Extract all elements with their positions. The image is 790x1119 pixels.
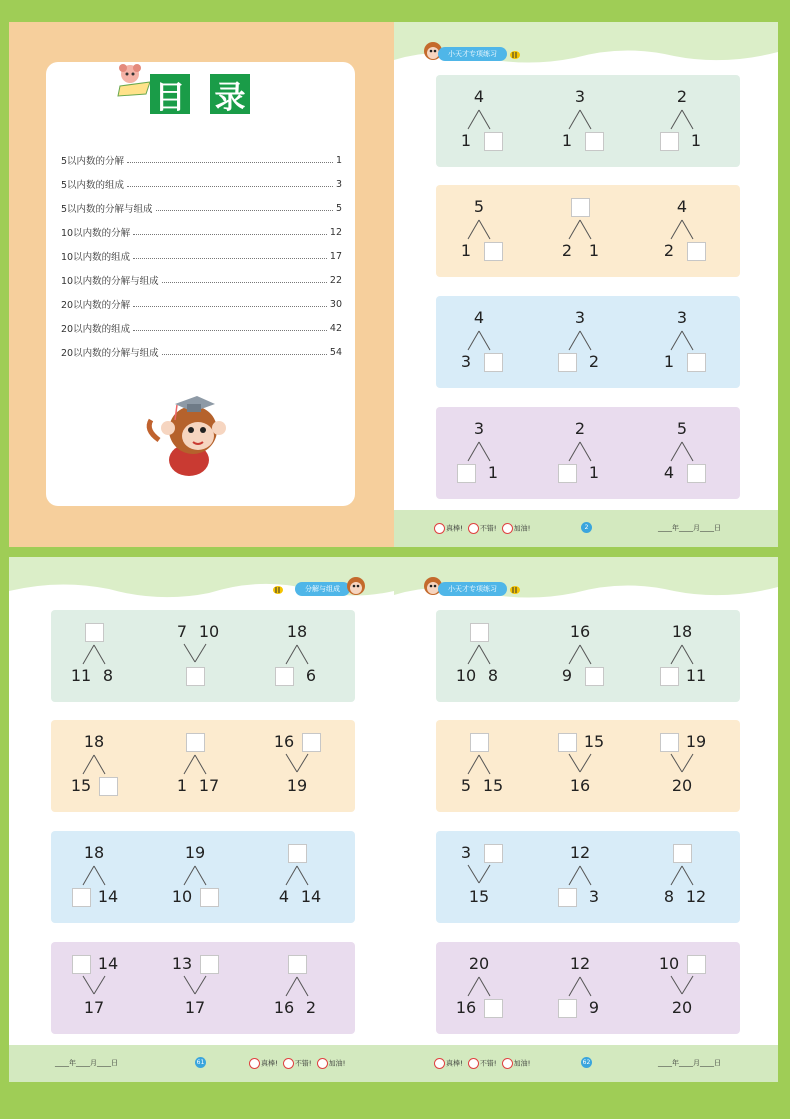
number-value: 3 xyxy=(574,308,586,327)
toc-leader-dots xyxy=(133,306,327,307)
number-value: 18 xyxy=(671,622,693,641)
number-value: 19 xyxy=(286,776,308,795)
toc-entry-label: 10以内数的分解 xyxy=(61,228,131,239)
smiley-icon xyxy=(249,1058,260,1069)
number-value: 10 xyxy=(455,666,477,685)
number-value: 3 xyxy=(473,419,485,438)
number-value: 18 xyxy=(83,732,105,751)
toc-entry-page: 5 xyxy=(335,202,342,214)
answer-box[interactable] xyxy=(585,132,604,151)
number-value: 7 xyxy=(176,622,188,641)
number-value: 12 xyxy=(569,954,591,973)
praise-try[interactable]: 加油! xyxy=(317,1058,346,1069)
answer-box[interactable] xyxy=(673,844,692,863)
answer-box[interactable] xyxy=(558,733,577,752)
number-value: 18 xyxy=(83,843,105,862)
smiley-icon xyxy=(434,523,445,534)
decomposition-problem xyxy=(545,296,615,388)
number-value: 10 xyxy=(171,887,193,906)
number-value: 8 xyxy=(663,887,675,906)
toc-entry-page: 17 xyxy=(329,250,342,262)
number-value: 20 xyxy=(468,954,490,973)
decomposition-problem xyxy=(444,610,514,702)
answer-box[interactable] xyxy=(200,888,219,907)
toc-entry[interactable] xyxy=(61,268,342,292)
toc-entry-label: 20以内数的分解 xyxy=(61,300,131,311)
answer-box[interactable] xyxy=(660,667,679,686)
toc-entry-label: 5以内数的组成 xyxy=(61,180,125,191)
decomposition-problem xyxy=(262,942,332,1034)
exercise-card xyxy=(436,185,740,277)
page-number: 2 xyxy=(581,522,592,533)
toc-entry[interactable] xyxy=(61,148,342,172)
toc-entry[interactable] xyxy=(61,316,342,340)
toc-entry[interactable] xyxy=(61,292,342,316)
toc-entry-label: 5以内数的分解与组成 xyxy=(61,204,153,215)
decomposition-problem xyxy=(262,831,332,923)
number-value: 12 xyxy=(569,843,591,862)
decomposition-problem xyxy=(545,75,615,167)
praise-try[interactable]: 加油! xyxy=(502,1058,531,1069)
decomposition-problem xyxy=(647,296,717,388)
number-value: 1 xyxy=(487,463,499,482)
number-value: 1 xyxy=(588,463,600,482)
number-value: 3 xyxy=(460,843,472,862)
answer-box[interactable] xyxy=(558,353,577,372)
decomposition-problem xyxy=(545,942,615,1034)
decomposition-problem xyxy=(160,720,230,812)
number-value: 6 xyxy=(305,666,317,685)
smiley-icon xyxy=(317,1058,328,1069)
number-value: 3 xyxy=(676,308,688,327)
number-value: 1 xyxy=(561,131,573,150)
decomposition-problem xyxy=(647,610,717,702)
decomposition-problem xyxy=(262,610,332,702)
series-banner: 小天才专项练习 xyxy=(438,582,507,596)
page-number: 61 xyxy=(196,1059,205,1066)
praise-good[interactable]: 真棒! xyxy=(434,1058,463,1069)
number-value: 14 xyxy=(97,887,119,906)
answer-box[interactable] xyxy=(558,888,577,907)
toc-entry-label: 20以内数的组成 xyxy=(61,324,131,335)
composition-problem xyxy=(160,942,230,1034)
toc-entry-page: 54 xyxy=(329,346,342,358)
graduate-monkey-icon xyxy=(141,390,241,480)
answer-box[interactable] xyxy=(72,888,91,907)
toc-entry[interactable] xyxy=(61,172,342,196)
smiley-icon xyxy=(283,1058,294,1069)
toc-entry-page: 30 xyxy=(329,298,342,310)
exercise-card xyxy=(51,831,355,923)
number-value: 19 xyxy=(184,843,206,862)
toc-entry[interactable] xyxy=(61,244,342,268)
toc-card xyxy=(46,62,355,506)
number-value: 15 xyxy=(482,776,504,795)
exercise-card xyxy=(51,942,355,1034)
composition-problem xyxy=(160,610,230,702)
answer-box[interactable] xyxy=(275,667,294,686)
answer-box[interactable] xyxy=(571,198,590,217)
number-value: 10 xyxy=(198,622,220,641)
number-value: 2 xyxy=(676,87,688,106)
number-value: 16 xyxy=(569,776,591,795)
number-value: 17 xyxy=(83,998,105,1017)
answer-box[interactable] xyxy=(558,464,577,483)
composition-problem xyxy=(647,942,717,1034)
exercise-card xyxy=(436,831,740,923)
number-value: 15 xyxy=(583,732,605,751)
decomposition-problem xyxy=(647,75,717,167)
toc-leader-dots xyxy=(133,234,327,235)
number-value: 14 xyxy=(300,887,322,906)
toc-leader-dots xyxy=(127,186,333,187)
number-value: 1 xyxy=(460,241,472,260)
smiley-icon xyxy=(502,523,513,534)
number-value: 3 xyxy=(460,352,472,371)
page-header xyxy=(394,557,778,607)
decomposition-problem xyxy=(444,407,514,499)
number-value: 4 xyxy=(473,308,485,327)
toc-leader-dots xyxy=(133,258,327,259)
answer-box[interactable] xyxy=(484,132,503,151)
number-value: 5 xyxy=(460,776,472,795)
toc-page xyxy=(9,22,394,547)
date-field[interactable]: ____年____月____日 xyxy=(55,1059,118,1067)
decomposition-problem xyxy=(545,185,615,277)
toc-title-char: 目 xyxy=(150,74,190,114)
number-value: 1 xyxy=(690,131,702,150)
decomposition-problem xyxy=(444,720,514,812)
toc-entry-label: 10以内数的分解与组成 xyxy=(61,276,159,287)
number-value: 20 xyxy=(671,998,693,1017)
composition-problem xyxy=(647,720,717,812)
page-footer xyxy=(9,1045,394,1082)
number-value: 3 xyxy=(588,887,600,906)
toc-leader-dots xyxy=(133,330,327,331)
decomposition-problem xyxy=(647,831,717,923)
toc-entry-page: 3 xyxy=(335,178,342,190)
answer-box[interactable] xyxy=(99,777,118,796)
number-value: 5 xyxy=(676,419,688,438)
decomposition-problem xyxy=(59,720,129,812)
toc-entry-page: 42 xyxy=(329,322,342,334)
answer-box[interactable] xyxy=(687,464,706,483)
toc-entry[interactable] xyxy=(61,340,342,364)
page-footer xyxy=(394,1045,778,1082)
number-value: 16 xyxy=(455,998,477,1017)
answer-box[interactable] xyxy=(288,844,307,863)
toc-entry[interactable] xyxy=(61,196,342,220)
number-value: 11 xyxy=(685,666,707,685)
toc-title xyxy=(150,74,250,114)
page-header xyxy=(394,22,778,72)
number-value: 14 xyxy=(97,954,119,973)
answer-box[interactable] xyxy=(484,999,503,1018)
number-value: 13 xyxy=(171,954,193,973)
answer-box[interactable] xyxy=(585,667,604,686)
decomposition-problem xyxy=(160,831,230,923)
monkey-mascot-icon xyxy=(345,575,367,597)
number-value: 17 xyxy=(184,998,206,1017)
number-value: 2 xyxy=(663,241,675,260)
number-value: 19 xyxy=(685,732,707,751)
worksheet-page-61 xyxy=(9,557,394,1082)
decomposition-problem xyxy=(444,75,514,167)
toc-list xyxy=(61,148,342,364)
number-value: 16 xyxy=(569,622,591,641)
number-value: 1 xyxy=(460,131,472,150)
toc-entry-page: 12 xyxy=(329,226,342,238)
praise-good[interactable]: 真棒! xyxy=(249,1058,278,1069)
praise-row xyxy=(434,523,530,534)
smiley-icon xyxy=(468,1058,479,1069)
number-value: 16 xyxy=(273,998,295,1017)
number-value: 1 xyxy=(176,776,188,795)
number-value: 15 xyxy=(70,776,92,795)
answer-box[interactable] xyxy=(687,353,706,372)
date-field[interactable]: ____年____月____日 xyxy=(658,1059,721,1067)
decomposition-problem xyxy=(444,185,514,277)
praise-row xyxy=(434,1058,530,1069)
composition-problem xyxy=(59,942,129,1034)
smiley-icon xyxy=(502,1058,513,1069)
number-value: 4 xyxy=(663,463,675,482)
toc-entry-label: 10以内数的组成 xyxy=(61,252,131,263)
toc-entry-page: 22 xyxy=(329,274,342,286)
answer-box[interactable] xyxy=(484,844,503,863)
number-value: 9 xyxy=(561,666,573,685)
answer-box[interactable] xyxy=(687,242,706,261)
answer-box[interactable] xyxy=(484,242,503,261)
decomposition-problem xyxy=(545,407,615,499)
exercise-card xyxy=(436,942,740,1034)
praise-good[interactable]: 真棒! xyxy=(434,523,463,534)
number-value: 15 xyxy=(468,887,490,906)
exercise-card xyxy=(436,720,740,812)
number-value: 17 xyxy=(198,776,220,795)
answer-box[interactable] xyxy=(484,353,503,372)
toc-leader-dots xyxy=(156,210,333,211)
exercise-card xyxy=(51,610,355,702)
decomposition-problem xyxy=(647,407,717,499)
toc-entry-label: 5以内数的分解 xyxy=(61,156,125,167)
number-value: 4 xyxy=(278,887,290,906)
number-value: 8 xyxy=(102,666,114,685)
answer-box[interactable] xyxy=(85,623,104,642)
toc-entry[interactable] xyxy=(61,220,342,244)
page-header xyxy=(9,557,394,607)
number-value: 3 xyxy=(574,87,586,106)
worksheet-page-62 xyxy=(394,557,778,1082)
composition-problem xyxy=(444,831,514,923)
answer-box[interactable] xyxy=(687,955,706,974)
smiley-icon xyxy=(434,1058,445,1069)
number-value: 8 xyxy=(487,666,499,685)
praise-ok[interactable]: 不错! xyxy=(468,1058,497,1069)
exercise-card xyxy=(436,407,740,499)
answer-box[interactable] xyxy=(457,464,476,483)
topic-banner: 分解与组成 xyxy=(295,582,350,596)
number-value: 4 xyxy=(473,87,485,106)
number-value: 18 xyxy=(286,622,308,641)
toc-entry-page: 1 xyxy=(335,154,342,166)
decomposition-problem xyxy=(444,942,514,1034)
page-footer xyxy=(394,510,778,547)
number-value: 10 xyxy=(658,954,680,973)
number-value: 11 xyxy=(70,666,92,685)
toc-title-char: 录 xyxy=(210,74,250,114)
composition-problem xyxy=(545,720,615,812)
worksheet-page-2 xyxy=(394,22,778,547)
decomposition-problem xyxy=(444,296,514,388)
toc-entry-label: 20以内数的分解与组成 xyxy=(61,348,159,359)
decomposition-problem xyxy=(647,185,717,277)
number-value: 1 xyxy=(663,352,675,371)
date-field[interactable]: ____年____月____日 xyxy=(658,524,721,532)
praise-row xyxy=(249,1058,345,1069)
answer-box[interactable] xyxy=(558,999,577,1018)
page-number: 62 xyxy=(582,1059,591,1066)
number-value: 2 xyxy=(305,998,317,1017)
answer-box[interactable] xyxy=(660,132,679,151)
answer-box[interactable] xyxy=(200,955,219,974)
decomposition-problem xyxy=(545,610,615,702)
answer-box[interactable] xyxy=(470,733,489,752)
answer-box[interactable] xyxy=(186,667,205,686)
answer-box[interactable] xyxy=(186,733,205,752)
number-value: 4 xyxy=(676,197,688,216)
decomposition-problem xyxy=(59,610,129,702)
smiley-icon xyxy=(468,523,479,534)
praise-ok[interactable]: 不错! xyxy=(283,1058,312,1069)
number-value: 1 xyxy=(588,241,600,260)
number-value: 2 xyxy=(574,419,586,438)
decomposition-problem xyxy=(59,831,129,923)
number-value: 2 xyxy=(588,352,600,371)
bee-icon xyxy=(508,582,522,596)
number-value: 9 xyxy=(588,998,600,1017)
number-value: 12 xyxy=(685,887,707,906)
answer-box[interactable] xyxy=(72,955,91,974)
answer-box[interactable] xyxy=(660,733,679,752)
exercise-card xyxy=(436,75,740,167)
toc-leader-dots xyxy=(162,354,327,355)
answer-box[interactable] xyxy=(288,955,307,974)
praise-try[interactable]: 加油! xyxy=(502,523,531,534)
answer-box[interactable] xyxy=(470,623,489,642)
toc-leader-dots xyxy=(162,282,327,283)
bee-icon xyxy=(271,582,285,596)
decomposition-problem xyxy=(545,831,615,923)
composition-problem xyxy=(262,720,332,812)
number-value: 2 xyxy=(561,241,573,260)
toc-leader-dots xyxy=(127,162,333,163)
series-banner: 小天才专项练习 xyxy=(438,47,507,61)
number-value: 20 xyxy=(671,776,693,795)
exercise-card xyxy=(436,296,740,388)
number-value: 5 xyxy=(473,197,485,216)
exercise-card xyxy=(51,720,355,812)
praise-ok[interactable]: 不错! xyxy=(468,523,497,534)
number-value: 16 xyxy=(273,732,295,751)
exercise-card xyxy=(436,610,740,702)
bee-icon xyxy=(508,47,522,61)
answer-box[interactable] xyxy=(302,733,321,752)
